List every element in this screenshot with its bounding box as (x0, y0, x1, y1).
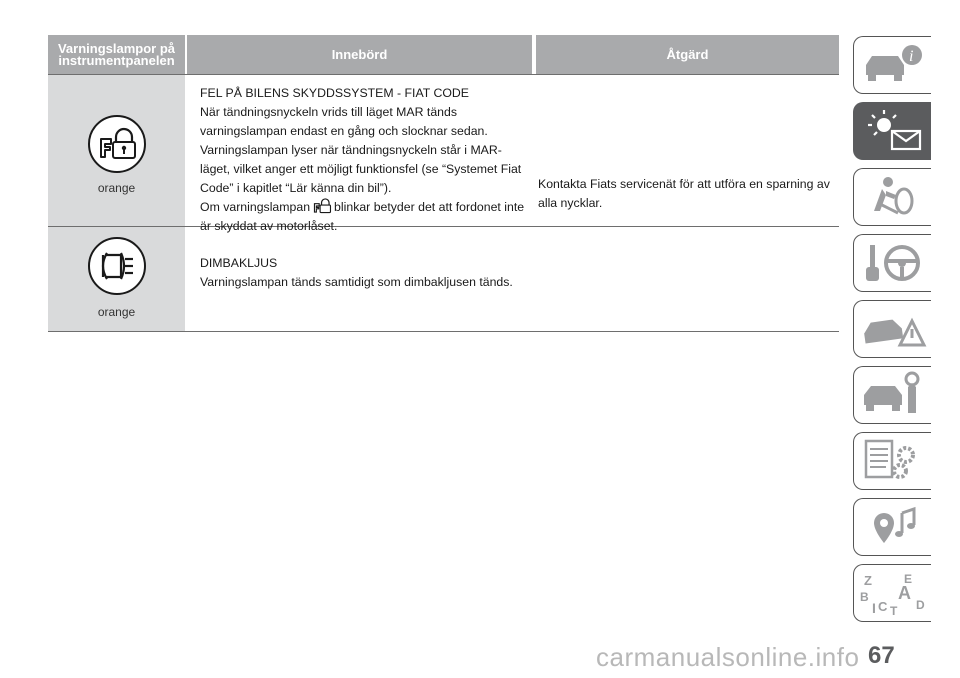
table-header (48, 35, 839, 75)
svg-text:A: A (897, 583, 911, 603)
icon-cell (48, 75, 185, 226)
icon-cell (48, 227, 185, 331)
svg-text:T: T (889, 604, 897, 617)
description-cell (200, 254, 530, 292)
car-breakdown-icon (858, 305, 928, 353)
nav-tab-safety[interactable] (853, 168, 931, 226)
description-text-part: blinkar betyder det att fordonet inte är skyddat av motorlåset. (200, 200, 525, 233)
warning-light-message-icon (858, 107, 928, 155)
svg-text:Z: Z (863, 573, 872, 588)
fiat-code-lock-icon (88, 115, 146, 173)
header-meaning: Innebörd (187, 35, 532, 75)
description-text: Varningslampan tänds samtidigt som dimbakljusen tänds. (200, 275, 513, 289)
description-text: När tändningsnyckeln vrids till läget MAR tänds varningslampan endast en gång och slocknar sedan. (200, 105, 488, 138)
table-row (48, 75, 839, 233)
description-text-part: Om varningslampan (200, 200, 311, 214)
nav-tab-emergency[interactable] (853, 300, 931, 358)
nav-tab-warning-lights[interactable] (853, 102, 931, 160)
svg-text:B: B (859, 590, 869, 604)
car-wrench-icon (858, 371, 928, 419)
warning-lights-table (48, 35, 839, 332)
description-title: DIMBAKLJUS (200, 256, 278, 270)
color-label: orange (97, 305, 136, 319)
color-label: orange (97, 181, 136, 195)
svg-text:I: I (871, 600, 876, 616)
action-cell: Kontakta Fiats servicenät för att utföra en sparning av alla nycklar. (538, 177, 830, 210)
nav-tab-starting-driving[interactable] (853, 234, 931, 292)
table-row (48, 227, 839, 332)
svg-text:E: E (903, 572, 912, 586)
svg-text:C: C (877, 599, 887, 614)
nav-tab-maintenance[interactable] (853, 366, 931, 424)
fiat-code-lock-icon (312, 198, 332, 214)
car-info-icon (858, 41, 928, 89)
key-steering-wheel-icon (858, 239, 928, 287)
rear-fog-light-icon (88, 237, 146, 295)
header-warning-lights: Varningslampor på instrumentpanelen (48, 35, 185, 75)
nav-tab-multimedia[interactable] (853, 498, 931, 556)
alphabet-index-icon (858, 569, 928, 617)
watermark: carmanualsonline.info (596, 642, 860, 672)
multimedia-nav-music-icon (858, 503, 928, 551)
nav-tab-technical-data[interactable] (853, 432, 931, 490)
svg-text:i: i (908, 48, 913, 65)
svg-text:D: D (915, 598, 925, 612)
description-text: Varningslampan lyser när tändningsnyckeln står i MAR-läget, vilket anger ett möjligt funktionsfel (se “Systemet Fiat Code” i kapitlet “Lär känna din bil”). (200, 143, 522, 195)
header-action: Åtgärd (536, 35, 839, 75)
airbag-seat-icon (858, 173, 928, 221)
page-number: 67 (868, 642, 895, 669)
description-title: FEL PÅ BILENS SKYDDSSYSTEM - FIAT CODE (200, 86, 469, 100)
nav-tab-index[interactable] (853, 564, 931, 622)
nav-tab-car-info[interactable] (853, 36, 931, 94)
description-cell (200, 84, 530, 236)
specs-gears-icon (858, 437, 928, 485)
